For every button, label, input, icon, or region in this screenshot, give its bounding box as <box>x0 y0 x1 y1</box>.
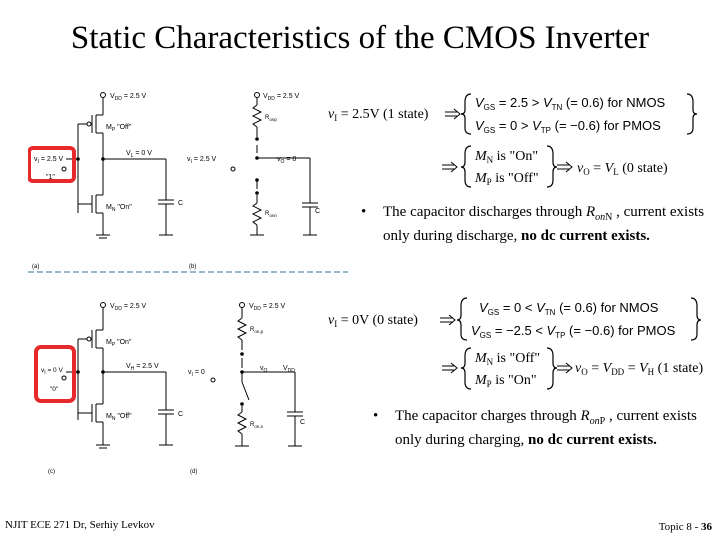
circuit-c-vout: $V_H = 2.5$ V <box>126 363 159 372</box>
equation-top <box>325 90 700 190</box>
bullet-top <box>361 203 713 246</box>
circuit-c-input-state: "0" <box>50 386 59 393</box>
eq-top-mp-state: $M_P$ is "Off" <box>475 171 539 187</box>
circuit-d-cap: C <box>300 419 306 426</box>
circuit-d-ronp: $R_{on,p}$ <box>250 327 264 334</box>
bullet-bottom-text: The capacitor charges through $R_{onP}$ , current exists only during charging, no dc current exists. <box>395 408 697 448</box>
circuit-a-mp: $M_P$ "Off" <box>106 124 132 133</box>
circuit-d-vin: $v_I = 0$ <box>188 369 205 378</box>
eq-top-nmos: $V_{GS} = 2.5 > V_{TN}$ (= 0.6) for NMOS <box>475 95 666 112</box>
eq-bottom-nmos: $V_{GS} = 0 < V_{TN}$ (= 0.6) for NMOS <box>479 300 659 317</box>
bullet-top-text: The capacitor discharges through $R_{onN}$ , current exists only during discharge, no dc current exists. <box>383 204 705 244</box>
circuit-d-vdd2: $V_{DD}$ <box>283 365 295 374</box>
circuit-a-vin: $v_I = 2.5$ V <box>34 156 64 165</box>
circuit-a-cap: C <box>178 200 184 207</box>
circuit-c <box>28 290 198 480</box>
bullet-bottom <box>373 407 715 450</box>
circuit-c-mn: $M_N$ "Off" <box>106 413 132 422</box>
circuit-a-mn: $M_N$ "On" <box>106 204 132 213</box>
circuit-a-vdd: $V_{DD} = 2.5$ V <box>110 93 147 102</box>
circuit-c-mp: $M_P$ "On" <box>106 339 132 348</box>
panel-label-b: (b) <box>189 264 197 270</box>
circuit-b-vin: $v_I = 2.5$ V <box>187 156 217 165</box>
circuit-a-input-state: "1" <box>46 174 55 181</box>
slide-title: Static Characteristics of the CMOS Inverter <box>70 20 650 56</box>
circuit-d-vdd: $V_{DD} = 2.5$ V <box>249 303 286 312</box>
footer-topic: Topic 8 - <box>658 521 701 533</box>
circuit-b-ronp: $R_{onp}$ <box>265 115 277 122</box>
eq-bottom-cond: $v_I = 0V$ (0 state) <box>328 313 418 329</box>
circuit-b-vo: $v_O = 0$ <box>277 156 297 165</box>
circuit-b <box>185 85 335 270</box>
bullet-dot: • <box>373 408 379 424</box>
circuit-d-ronn: $R_{on,n}$ <box>250 422 264 429</box>
panel-label-a: (a) <box>32 264 40 270</box>
circuit-b-ronn: $R_{onn}$ <box>265 211 277 218</box>
panel-label-d: (d) <box>190 469 198 475</box>
eq-top-mn-state: $M_N$ is "On" <box>475 149 539 165</box>
eq-top-result: $v_O = V_L$ (0 state) <box>577 161 668 177</box>
circuit-c-cap: C <box>178 411 184 418</box>
panel-label-c: (c) <box>48 469 55 475</box>
eq-bottom-mp-state: $M_P$ is "On" <box>475 373 537 389</box>
circuit-a-vout: $V_L = 0$ V <box>126 150 152 159</box>
footer-left: NJIT ECE 271 Dr, Serhiy Levkov <box>5 519 155 531</box>
circuit-c-vin: $v_I = 0$ V <box>41 367 63 376</box>
divider <box>28 270 348 274</box>
equation-bottom <box>325 292 715 392</box>
circuit-a <box>28 85 198 270</box>
circuit-b-vdd: $V_{DD} = 2.5$ V <box>263 93 300 102</box>
circuit-d-vo: $v_O$ <box>260 365 268 374</box>
footer-right <box>659 521 712 533</box>
circuit-d <box>185 290 335 480</box>
eq-bottom-pmos: $V_{GS} = -2.5 < V_{TP}$ (= −0.6) for PMOS <box>471 323 676 340</box>
eq-bottom-result: $v_O = V_{DD} = V_H$ (1 state) <box>575 361 704 377</box>
footer-page-number: 36 <box>701 521 712 533</box>
circuit-c-vdd: $V_{DD} = 2.5$ V <box>110 303 147 312</box>
circuit-b-cap: C <box>315 208 321 215</box>
eq-top-pmos: $V_{GS} = 0 > V_{TP}$ (= −0.6) for PMOS <box>475 118 661 135</box>
eq-top-cond: $v_I = 2.5V$ (1 state) <box>328 107 429 123</box>
eq-bottom-mn-state: $M_N$ is "Off" <box>475 351 541 367</box>
bullet-dot: • <box>361 204 367 220</box>
